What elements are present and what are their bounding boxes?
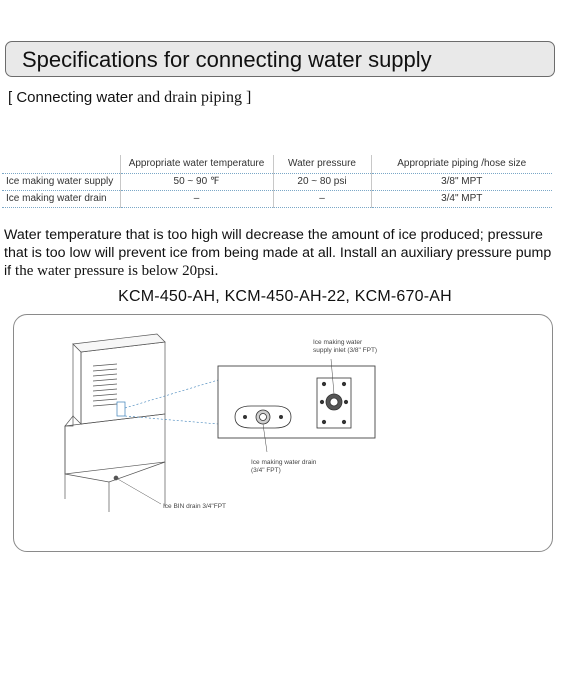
table-cell: Ice making water supply (2, 173, 120, 190)
connection-inset (218, 366, 375, 438)
spec-table (2, 155, 552, 208)
model-list: KCM-450-AH, KCM-450-AH-22, KCM-670-AH (118, 288, 452, 305)
table-cell: Ice making water drain (2, 190, 120, 207)
note-text-serif: the water pressure is below 20psi. (15, 263, 219, 279)
ice-machine-drawing (65, 334, 165, 512)
subtitle-bracket: [ (8, 89, 17, 106)
table-row (2, 190, 552, 207)
page-title: Specifications for connecting water supply (22, 47, 432, 72)
table-header-cell: Appropriate water temperature (120, 155, 273, 173)
table-cell: 20 ~ 80 psi (273, 173, 371, 190)
water-pressure-note (4, 226, 554, 280)
table-cell: – (273, 190, 371, 207)
table-cell: 3/8" MPT (371, 173, 552, 190)
bin-drain-label: Ice BIN drain 3/4"FPT (163, 503, 226, 510)
table-header-cell: Appropriate piping /hose size (371, 155, 552, 173)
table-header-row (2, 155, 552, 173)
table-cell: – (120, 190, 273, 207)
drain-label-line2: (3/4" FPT) (251, 467, 281, 474)
vent-grille (93, 364, 117, 406)
table-cell: 50 ~ 90 ℉ (120, 173, 273, 190)
table-header-cell (2, 155, 120, 173)
supply-label-line1: Ice making water (313, 339, 363, 346)
section-title-box (5, 41, 555, 77)
table-row (2, 173, 552, 190)
connection-diagram (13, 314, 553, 552)
subtitle-bold: Connecting water (16, 89, 134, 106)
drain-label-line1: Ice making water drain (251, 459, 317, 466)
supply-label-line2: supply inlet (3/8" FPT) (313, 347, 378, 354)
section-subtitle (8, 89, 251, 107)
table-cell: 3/4" MPT (371, 190, 552, 207)
subtitle-rest: and drain piping ] (133, 89, 252, 106)
table-header-cell: Water pressure (273, 155, 371, 173)
note-text: Water temperature that is too high will decrease the amount of ice produced; pressure that is too low will prevent ice from being made at all. Install an auxiliary pressure pump if (4, 227, 552, 279)
bin-drain-leader (116, 478, 161, 504)
